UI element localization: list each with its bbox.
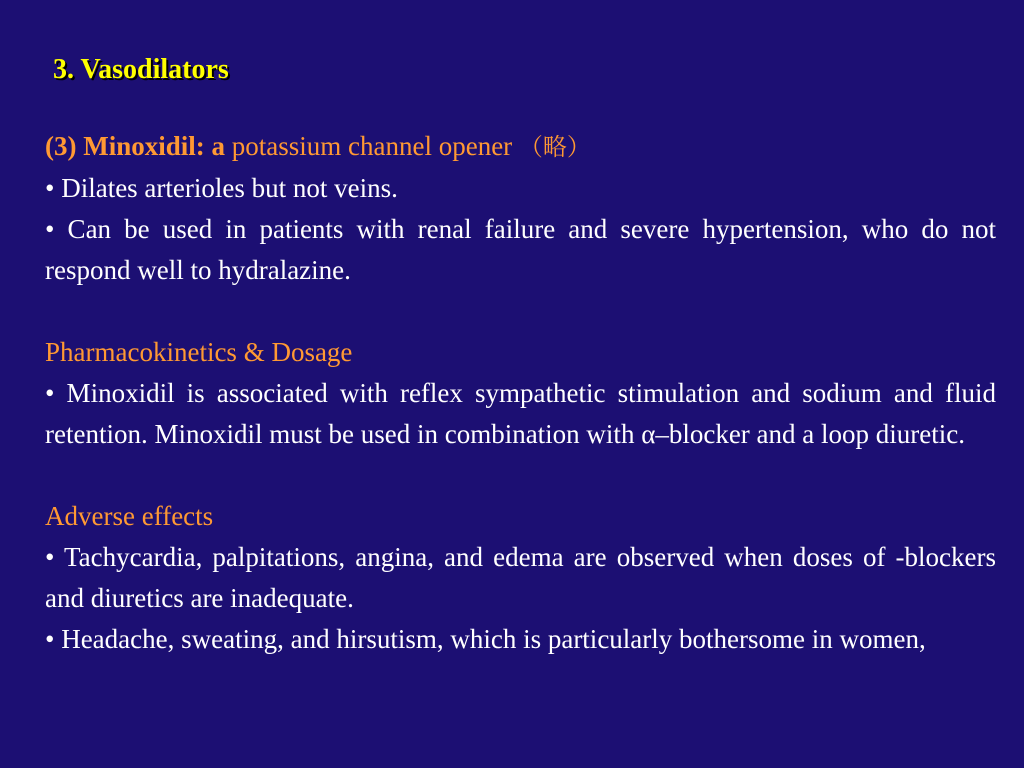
pharmacokinetics-heading: Pharmacokinetics & Dosage [45,337,353,367]
bullet-item: • Can be used in patients with renal failure and severe hypertension, who do not respond well to hydralazine. [45,214,996,285]
slide-content [45,126,996,660]
minoxidil-heading-note: （略） [518,133,591,161]
minoxidil-heading [45,126,996,168]
bullet-item: • Dilates arterioles but not veins. [45,173,398,203]
bullet-item: • Headache, sweating, and hirsutism, which is particularly bothersome in women, [45,624,926,654]
minoxidil-heading-bold: (3) Minoxidil: a [45,131,225,161]
minoxidil-heading-rest: potassium channel opener [225,131,519,161]
adverse-effects-heading: Adverse effects [45,501,214,531]
spacer [45,291,996,332]
slide-title: 3. Vasodilators [53,54,229,85]
bullet-item: • Tachycardia, palpitations, angina, and edema are observed when doses of -blockers and diuretics are inadequate. [45,542,996,613]
bullet-item: • Minoxidil is associated with reflex sympathetic stimulation and sodium and fluid retention. Minoxidil must be used in combination with α–blocker and a loop diuretic. [45,378,996,449]
spacer [45,455,996,496]
